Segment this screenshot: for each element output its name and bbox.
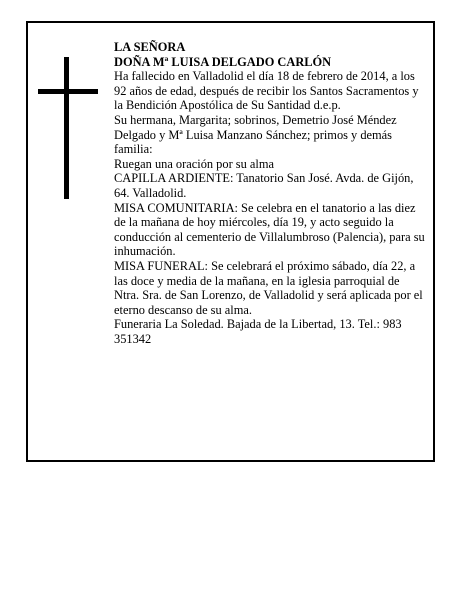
cross-horizontal-bar xyxy=(38,89,98,94)
notice-text xyxy=(114,40,426,346)
obituary-notice xyxy=(26,21,435,462)
deceased-name: DOÑA Mª LUISA DELGADO CARLÓN xyxy=(114,54,332,69)
family-members: Su hermana, Margarita; sobrinos, Demetrio José Méndez Delgado y Mª Luisa Manzano Sánchez; primos y demás familia: xyxy=(114,112,397,157)
community-mass-info: MISA COMUNITARIA: Se celebra en el tanatorio a las diez de la mañana de hoy miércoles, día 19, y acto seguido la conducción al cementerio de Villalumbroso (Palencia), para su inhumación. xyxy=(114,200,425,259)
funeral-mass-info: MISA FUNERAL: Se celebrará el próximo sábado, día 22, a las doce y media de la mañana, en la iglesia parroquial de Ntra. Sra. de San Lorenzo, de Valladolid y será aplicada por el eterno descanso de su alma. xyxy=(114,258,423,317)
death-announcement: Ha fallecido en Valladolid el día 18 de febrero de 2014, a los 92 años de edad, después de recibir los Santos Sacramentos y la Bendición Apostólica de Su Santidad d.e.p. xyxy=(114,69,419,113)
funeral-home-info: Funeraria La Soledad. Bajada de la Libertad, 13. Tel.: 983 351342 xyxy=(114,317,402,346)
cross-vertical-bar xyxy=(64,57,69,199)
notice-heading-title: LA SEÑORA xyxy=(114,40,186,54)
prayer-request: Ruegan una oración por su alma xyxy=(114,156,274,171)
cross-icon xyxy=(38,57,98,199)
chapel-info: CAPILLA ARDIENTE: Tanatorio San José. Avda. de Gijón, 64. Valladolid. xyxy=(114,171,414,200)
